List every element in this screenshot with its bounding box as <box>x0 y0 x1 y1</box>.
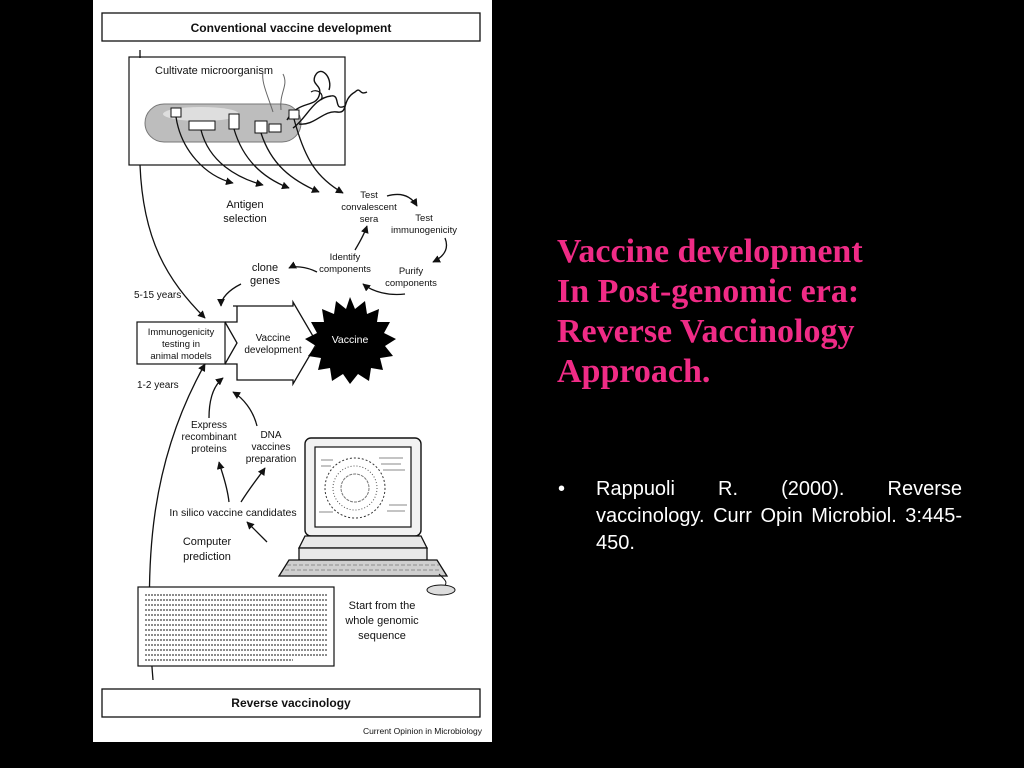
test-immuno-label-1: Test <box>415 213 433 224</box>
test-sera-label-1: Test <box>360 190 378 201</box>
antigen-label-2: selection <box>223 213 267 225</box>
test-sera-label-2: convalescent <box>341 202 397 213</box>
arrow-immuno-to-purify <box>433 238 447 262</box>
immuno-testing-label-3: animal models <box>150 351 212 362</box>
vaccine-dev-label-2: development <box>244 345 302 356</box>
vaccine-dev-label-1: Vaccine <box>255 333 291 344</box>
purify-label-2: components <box>385 278 437 289</box>
dna-label-2: vaccines <box>251 442 291 453</box>
dna-label-3: preparation <box>245 454 297 465</box>
arrow-silico-to-dna <box>241 468 265 502</box>
arrow-identify-to-sera <box>355 226 367 250</box>
express-label-2: recombinant <box>181 432 237 443</box>
arrow-express-to-testing <box>209 378 223 418</box>
years-short-label: 1-2 years <box>137 380 179 391</box>
express-label-3: proteins <box>191 444 227 455</box>
cultivate-label: Cultivate microorganism <box>155 65 273 77</box>
clone-label-1: clone <box>251 262 279 274</box>
immuno-testing-label-2: testing in <box>161 339 201 350</box>
identify-label-2: components <box>319 264 371 275</box>
top-banner-text: Conventional vaccine development <box>190 21 392 35</box>
computer-prediction-label-2: prediction <box>183 551 231 563</box>
figure-diagram <box>93 0 492 742</box>
arrow-to-clone <box>289 267 317 272</box>
start-label-2: whole genomic <box>345 615 419 627</box>
reverse-vaccinology-figure <box>93 0 492 742</box>
slide-title <box>557 232 977 392</box>
in-silico-label: In silico vaccine candidates <box>169 507 297 519</box>
antigen-label-1: Antigen <box>226 199 264 211</box>
title-line-3: Reverse Vaccinology <box>557 313 855 350</box>
figure-credit: Current Opinion in Microbiology <box>362 726 482 736</box>
arrow-clone-to-testing <box>221 284 241 306</box>
arrow-dna-to-testing <box>233 392 257 426</box>
start-label-3: sequence <box>358 630 406 642</box>
title-line-1: Vaccine development <box>557 233 863 270</box>
identify-label-1: Identify <box>329 252 361 263</box>
clone-label-2: genes <box>250 275 280 287</box>
dna-label-1: DNA <box>260 430 282 441</box>
start-label-1: Start from the <box>348 600 416 612</box>
bullet-marker: • <box>558 478 566 500</box>
genome-sequence-box <box>138 587 334 666</box>
years-long-label: 5-15 years <box>134 290 182 301</box>
purify-label-1: Purify <box>398 266 424 277</box>
arrow-silico-to-express <box>219 462 229 502</box>
test-immuno-label-2: immunogenicity <box>391 225 457 236</box>
arrow-computer-to-silico <box>247 522 267 542</box>
citation-text: Rappuoli R. (2000). Reverse vaccinology. Curr Opin Microbiol. 3:445-450. <box>596 478 962 554</box>
title-line-4: Approach. <box>557 353 711 390</box>
citation-bullet <box>558 476 962 557</box>
computer-prediction-label-1: Computer <box>182 536 232 548</box>
vaccine-dev-arrow-notch <box>225 322 237 364</box>
express-label-1: Express <box>190 420 228 431</box>
title-line-2: In Post-genomic era: <box>557 273 860 310</box>
bottom-banner-text: Reverse vaccinology <box>231 696 351 710</box>
immuno-testing-label-1: Immunogenicity <box>147 327 215 338</box>
test-sera-label-3: sera <box>359 214 379 225</box>
vaccine-label: Vaccine <box>331 334 369 346</box>
computer-illustration <box>279 438 455 595</box>
